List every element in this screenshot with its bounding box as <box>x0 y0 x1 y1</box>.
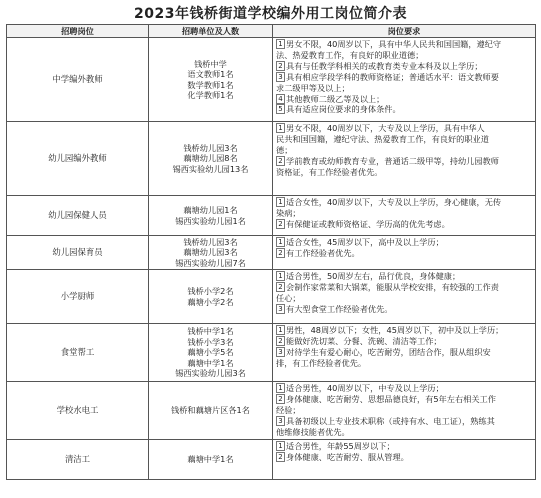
unit-line: 锡西实验幼儿园13名 <box>172 163 249 174</box>
units-cell <box>149 324 273 382</box>
requirement-text: 能做好洗切菜、分餐、洗碗、清洁等工作； <box>286 335 442 346</box>
item-number-badge: 2 <box>276 61 285 71</box>
requirement-text: 有大型食堂工作经验者优先。 <box>286 303 393 314</box>
requirement-text: 资格证，有工作经验者优先。 <box>276 166 383 177</box>
table-row <box>7 382 536 440</box>
unit-line: 藕塘中学1名 <box>187 454 234 465</box>
item-number-badge: 5 <box>276 104 285 114</box>
item-number-badge: 3 <box>276 347 285 357</box>
requirement-text: 有工作经验者优先。 <box>286 247 360 258</box>
unit-line: 藕塘小学5名 <box>187 347 234 358</box>
requirement-line <box>276 405 532 416</box>
requirement-text: 适合女性，40周岁以下，大专及以上学历，身心健康，无传 <box>286 197 502 207</box>
requirements-cell <box>273 440 536 480</box>
requirement-text: 对待学生有爱心耐心，吃苦耐劳，团结合作，服从组织安 <box>286 346 491 357</box>
requirement-text: 男女不限，40周岁以下，具有中华人民共和国国籍，遵纪守 <box>286 39 502 49</box>
table-row <box>7 38 536 122</box>
requirement-text: 身体健康、吃苦耐劳、思想品德良好，有5年左右相关工作 <box>286 393 496 404</box>
item-number-badge: 2 <box>276 219 285 229</box>
item-number-badge: 3 <box>276 416 285 426</box>
requirement-text: 学前教育或幼师教育专业，普通话二级甲等，持幼儿园教师 <box>286 155 499 166</box>
units-cell <box>149 38 273 122</box>
unit-line: 数学教师1名 <box>187 79 234 90</box>
table-body <box>7 38 536 480</box>
table-row <box>7 122 536 196</box>
requirement-text: 男女不限，40周岁以下，大专及以上学历，具有中华人 <box>286 123 485 133</box>
requirement-line <box>276 325 532 336</box>
position-cell: 食堂帮工 <box>7 324 149 382</box>
unit-line: 藕塘幼儿园1名 <box>183 205 238 216</box>
unit-line: 藕塘幼儿园3名 <box>183 247 238 258</box>
item-number-badge: 1 <box>276 39 285 49</box>
header-requirements: 岗位要求 <box>273 25 536 38</box>
requirement-text: 有保健证或教师资格证、学历高的优先考虑。 <box>286 218 450 229</box>
item-number-badge: 4 <box>276 94 285 104</box>
document-title: 2023年钱桥街道学校编外用工岗位简介表 <box>134 6 407 22</box>
item-number-badge: 1 <box>276 237 285 247</box>
requirement-line <box>276 282 532 293</box>
item-number-badge: 2 <box>276 336 285 346</box>
requirement-text: 染病； <box>276 207 301 218</box>
header-units: 招聘单位及人数 <box>149 25 273 38</box>
requirement-text: 德； <box>276 144 293 155</box>
requirement-text: 其他教师二级乙等及以上； <box>286 93 385 104</box>
units-cell <box>149 440 273 480</box>
units-cell <box>149 236 273 270</box>
units-cell <box>149 122 273 196</box>
table-row <box>7 324 536 382</box>
requirement-line <box>276 416 532 427</box>
requirements-cell <box>273 196 536 236</box>
unit-line: 钱桥小学3名 <box>187 336 234 347</box>
unit-line: 钱桥幼儿园3名 <box>183 236 238 247</box>
requirements-cell <box>273 236 536 270</box>
units-cell <box>149 196 273 236</box>
unit-line: 锡西实验幼儿园1名 <box>175 215 246 226</box>
requirement-line <box>276 50 532 61</box>
requirement-line <box>276 271 532 282</box>
requirement-text: 法、热爱教育工作，有良好的职业道德； <box>276 49 424 60</box>
item-number-badge: 1 <box>276 271 285 281</box>
requirement-line <box>276 336 532 347</box>
unit-line: 锡西实验幼儿园7名 <box>175 257 246 268</box>
requirement-text: 具备初级以上专业技术职称（或持有水、电工证），熟练其 <box>286 415 495 426</box>
requirement-line <box>276 72 532 83</box>
requirement-line <box>276 452 532 463</box>
table-header-row <box>7 25 536 38</box>
requirement-line <box>276 427 532 438</box>
requirement-line <box>276 61 532 72</box>
unit-line: 钱桥幼儿园3名 <box>183 142 238 153</box>
requirement-text: 会制作家常菜和大锅菜，能服从学校安排，有较强的工作责 <box>286 281 499 292</box>
requirement-text: 具有与任教学科相关的或教育类专业本科及以上学历； <box>286 60 483 71</box>
requirement-text: 他维修技能者优先。 <box>276 426 350 437</box>
requirements-cell <box>273 382 536 440</box>
item-number-badge: 1 <box>276 441 285 451</box>
requirement-line <box>276 167 532 178</box>
units-cell <box>149 382 273 440</box>
requirement-text: 具有适应岗位要求的身体条件。 <box>286 104 401 115</box>
requirement-text: 任心； <box>276 292 301 303</box>
requirement-text: 适合男性，40周岁以下，中专及以上学历； <box>286 383 444 393</box>
requirement-line <box>276 39 532 50</box>
requirements-cell <box>273 324 536 382</box>
item-number-badge: 3 <box>276 72 285 82</box>
unit-line: 藕塘幼儿园8名 <box>183 153 238 164</box>
requirement-text: 排，有工作经验者优先。 <box>276 357 367 368</box>
unit-line: 钱桥小学2名 <box>187 286 234 297</box>
item-number-badge: 1 <box>276 123 285 133</box>
unit-line: 藕塘中学1名 <box>187 357 234 368</box>
item-number-badge: 2 <box>276 248 285 258</box>
position-cell: 幼儿园保健人员 <box>7 196 149 236</box>
requirement-line <box>276 123 532 134</box>
table-row <box>7 196 536 236</box>
requirement-line <box>276 248 532 259</box>
requirements-cell <box>273 122 536 196</box>
unit-line: 钱桥和藕塘片区各1名 <box>171 405 250 416</box>
requirement-line <box>276 83 532 94</box>
requirement-line <box>276 134 532 145</box>
item-number-badge: 1 <box>276 325 285 335</box>
requirement-line <box>276 145 532 156</box>
requirement-line <box>276 219 532 230</box>
requirement-line <box>276 394 532 405</box>
item-number-badge: 2 <box>276 156 285 166</box>
table-row <box>7 270 536 324</box>
position-cell: 小学厨师 <box>7 270 149 324</box>
item-number-badge: 1 <box>276 197 285 207</box>
requirement-line <box>276 293 532 304</box>
requirement-text: 适合男性，年龄55周岁以下； <box>286 441 395 451</box>
requirement-text: 适合男性，50周岁左右，品行优良，身体健康； <box>286 271 461 281</box>
requirement-line <box>276 358 532 369</box>
positions-table <box>6 24 536 480</box>
requirement-text: 男性，48周岁以下；女性，45周岁以下，初中及以上学历； <box>286 325 504 335</box>
requirements-cell <box>273 270 536 324</box>
unit-line: 钱桥中学 <box>194 58 227 69</box>
requirement-line <box>276 94 532 105</box>
unit-line: 藕塘小学2名 <box>187 296 234 307</box>
table-row <box>7 440 536 480</box>
requirement-line <box>276 237 532 248</box>
item-number-badge: 2 <box>276 452 285 462</box>
unit-line: 语文教师1名 <box>187 69 234 80</box>
requirement-text: 求二级甲等及以上； <box>276 82 350 93</box>
unit-line: 化学教师1名 <box>187 89 234 100</box>
requirement-text: 身体健康、吃苦耐劳、服从管理。 <box>286 451 409 462</box>
requirement-line <box>276 104 532 115</box>
units-cell <box>149 270 273 324</box>
item-number-badge: 2 <box>276 282 285 292</box>
item-number-badge: 1 <box>276 383 285 393</box>
requirement-line <box>276 156 532 167</box>
requirement-text: 经验； <box>276 404 301 415</box>
requirement-line <box>276 347 532 358</box>
position-cell: 学校水电工 <box>7 382 149 440</box>
position-cell: 中学编外教师 <box>7 38 149 122</box>
requirement-line <box>276 383 532 394</box>
unit-line: 钱桥中学1名 <box>187 326 234 337</box>
requirement-line <box>276 441 532 452</box>
requirements-cell <box>273 38 536 122</box>
requirement-text: 具有相应学段学科的教师资格证；普通话水平：语文教师要 <box>286 71 499 82</box>
table-row <box>7 236 536 270</box>
header-position: 招聘岗位 <box>7 25 149 38</box>
requirement-line <box>276 304 532 315</box>
position-cell: 清洁工 <box>7 440 149 480</box>
position-cell: 幼儿园保育员 <box>7 236 149 270</box>
requirement-text: 民共和国国籍，遵纪守法、热爱教育工作，有良好的职业道 <box>276 133 489 144</box>
requirement-line <box>276 208 532 219</box>
item-number-badge: 2 <box>276 394 285 404</box>
position-cell: 幼儿园编外教师 <box>7 122 149 196</box>
unit-line: 锡西实验幼儿园3名 <box>175 368 246 379</box>
requirement-text: 适合女性，45周岁以下，高中及以上学历； <box>286 237 444 247</box>
requirement-line <box>276 197 532 208</box>
item-number-badge: 3 <box>276 304 285 314</box>
